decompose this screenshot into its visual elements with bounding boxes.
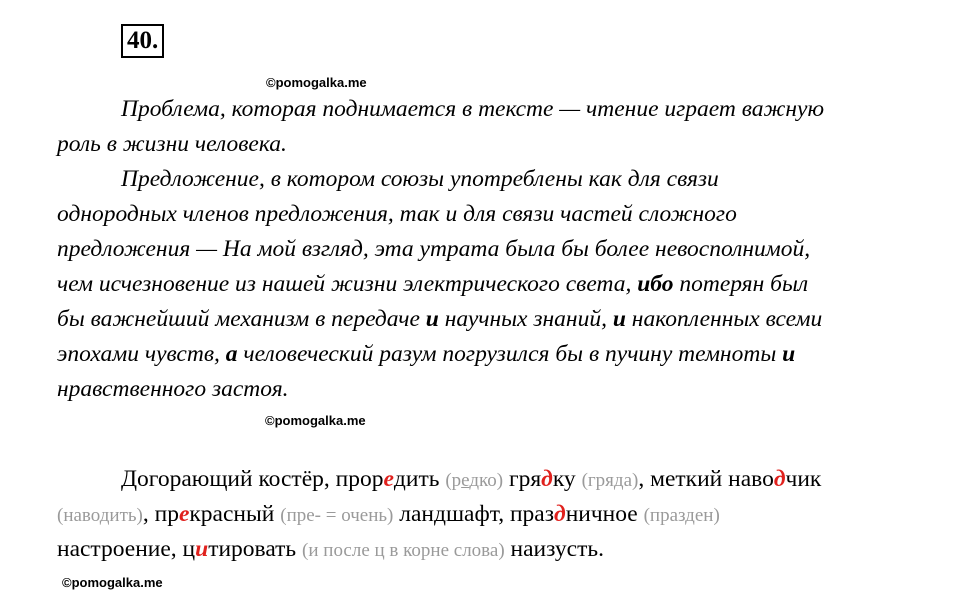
text-segment: ландшафт, праз: [393, 501, 555, 527]
spelling-letter: и: [195, 536, 209, 562]
text-segment: , меткий наво: [638, 466, 774, 492]
hint-text: (и после ц в корне слова): [302, 540, 505, 561]
text-segment: чик: [785, 466, 822, 492]
text-segment: гря: [503, 466, 542, 492]
text-segment: накопленных всеми: [625, 306, 823, 332]
spelling-letter: д: [541, 466, 553, 492]
watermark: ©pomogalka.me: [62, 575, 163, 590]
exercise-text: [57, 462, 902, 567]
analysis-line: предложения — На мой взгляд, эта утрата была бы более невосполнимой,: [57, 236, 811, 262]
spelling-letter: д: [554, 501, 566, 527]
text-segment: настроение, ц: [57, 536, 196, 562]
text-segment: эпохами чувств,: [57, 341, 226, 367]
analysis-line: [57, 337, 902, 372]
text-segment: человеческий разум погрузился бы в пучину темноты: [237, 341, 783, 367]
text-segment: красный: [189, 501, 281, 527]
task-number: 40.: [121, 24, 164, 58]
conjunction-highlight: и: [425, 306, 439, 332]
watermark: ©pomogalka.me: [265, 413, 366, 428]
spelling-letter: е: [178, 501, 190, 527]
text-segment: тировать: [208, 536, 303, 562]
exercise-line: [57, 532, 902, 567]
text-segment: Догорающий костёр, про: [121, 466, 372, 492]
text-segment: бы важнейший механизм в передаче: [57, 306, 426, 332]
analysis-text: [57, 92, 902, 407]
text-segment: ничное: [565, 501, 644, 527]
hint-text: (празден): [643, 505, 720, 526]
analysis-line: [57, 302, 902, 337]
hint-text: (пре- = очень): [280, 505, 394, 526]
analysis-line: роль в жизни человека.: [57, 131, 287, 157]
text-segment: потерян был: [673, 271, 809, 297]
spelling-letter: д: [773, 466, 786, 492]
analysis-line: Проблема, которая поднимается в тексте — чтение играет важную: [121, 96, 825, 122]
text-segment: чем исчезновение из нашей жизни электрического света,: [57, 271, 638, 297]
text-segment: дить: [393, 466, 446, 492]
watermark: ©pomogalka.me: [266, 75, 367, 90]
text-segment: наизусть.: [504, 536, 604, 562]
spelling-letter: е: [383, 466, 394, 492]
text-segment: , пр: [142, 501, 179, 527]
conjunction-highlight: и: [612, 306, 626, 332]
text-segment: ку: [552, 466, 582, 492]
hint-text: (гряда): [581, 470, 639, 491]
text-segment: р: [371, 466, 384, 492]
conjunction-highlight: ибо: [637, 271, 674, 297]
exercise-line: [57, 497, 902, 532]
analysis-line: Предложение, в котором союзы употреблены как для связи: [121, 166, 719, 192]
exercise-line: [57, 462, 902, 497]
conjunction-highlight: а: [225, 341, 238, 367]
analysis-line: однородных членов предложения, так и для связи частей сложного: [57, 201, 737, 227]
analysis-line: [57, 267, 902, 302]
analysis-line: нравственного застоя.: [57, 376, 289, 402]
hint-text: (наводить): [57, 505, 143, 526]
text-segment: научных знаний,: [438, 306, 613, 332]
hint-text: (редко): [445, 470, 504, 491]
conjunction-highlight: и: [782, 341, 796, 367]
